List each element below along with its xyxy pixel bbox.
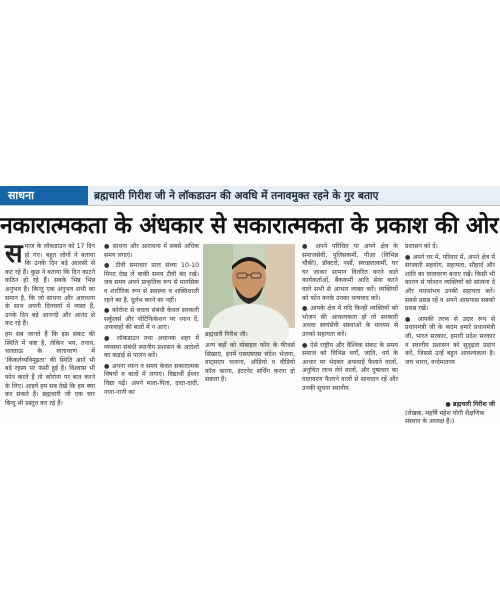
photo-caption: ब्रह्मचारी गिरीश जी। [205, 331, 248, 338]
bullet-paragraph: ● साधना और आराधना में सबसे अधिक समय लगाएं। [104, 243, 199, 259]
article-column-1 [5, 239, 95, 407]
bullet-paragraph: ● लॉकडाउन तथा अचानक शहर में व्यवस्था संबंधी स्थानीय प्रशासन के आदेशों का कड़ाई से पालन करें। [104, 334, 199, 360]
paragraph: हम सब जानते हैं कि इस संकट की स्थिति में कष्ट है, लेकिन भय, तनाव, चलताऊ के वातावरण में 'किंकर्तव्यविमूढ़ता' की स्थिति आने भी बड़े रहस्य पर फंसी हुई है। विश्वास भी फोन करते हैं तो कोरोना पर बात करने के लिए। आइये हम सब देखें कि हम क्या कर सकते हैं। ब्रह्मचारी जी एक चार बिन्दु भी प्रस्तुत कर रहे हैं। [5, 330, 95, 407]
bullet-paragraph: ● आपकी तरफ से उदार रूप से प्रधानमंत्री जी के कदम हमारे प्रधानमंत्री जी, भारत सरकार, हमारी प्रदेश सरकार व स्थानीय प्रशासन को सुदृढ़ता प्रदान करें, जिससे उन्हें बहुत आवश्यकता है। जय भारत, वन्देमातरम [405, 315, 495, 366]
newspaper-clipping [0, 186, 500, 426]
kicker-bar [0, 186, 500, 206]
bullet-paragraph: ● अपना ध्यान व समय केवल सकारात्मक विषयों व बातों में लगाएं। विद्यार्थी ईश्वर विद्या पढ़ें। अपने माता-पिता, दादा-दादी, नाना-नानी का [104, 362, 199, 396]
author-name: ● ब्रह्मचारी गिरीश जी [445, 401, 495, 408]
bullet-paragraph: ● आपके क्षेत्र में यदि किन्हीं व्यक्तियों को भोजन की आवश्यकता हो तो सरकारी अथवा स्वयंसेवी संस्थाओं के माध्यम से उनको सहायता करें। [302, 305, 398, 338]
article-column-2 [104, 243, 199, 423]
paragraph: माज के लॉकडाउन को 17 दिन हो गए। बहुत लोगों ने बताया कि उनके दिन बड़े आलसी से कट रहे हैं। कुछ ने बताया कि दिन काटने कठिन हो रहे हैं। सबके भिन्न भिन्न अनुभव हैं। किन्तु एक अनुभव सभी का समान है, कि जो साधना और आराधना के साथ अपनी दिनचर्या में व्यस्त हैं, उनके दिन बड़े आनन्दी और आनंद से कट रहे हैं। [5, 243, 95, 328]
article-column-4 [302, 243, 398, 423]
bullet-paragraph: ● कोरोना से बचाव संबंधी केवल सरकारी सर्कुलर्स और नोटिफिकेशन पर ध्यान दें, अफवाहों की बातों में न आएं। [104, 307, 199, 332]
article-column-5 [405, 243, 495, 398]
bullet-paragraph: ● अपने घर में, परिवार में, अपने क्षेत्र में सरस्वती सहयोग, सहायता, सौहार्द और शांति का वातावरण बनाए रखें। किसी भी कारण से परेशान व्यक्तियों को सांत्वना दें और यथासंभव उनकी सहायता करें। सबसे प्रसन्न रहें व अपने आसपास सबको प्रसन्न रखें। [405, 253, 495, 313]
bullet-paragraph: ● अपने परिचित या अपने क्षेत्र के समाजसेवी, पुलिसकर्मी, पीआ (विभिन्न चौकी), डॉक्टरों, नर्सों, स्वच्छताकर्मी, घर घर जाकर सामान वितरित करने वाले कार्यकर्ताओं, बैंककर्मी आदि सेवा करने वाले सभी से आभार व्यक्त करें। व्यक्तियों को फोन करके उनका धन्यवाद करें। [302, 243, 398, 302]
author-signature [405, 401, 495, 427]
main-headline: नकारात्मकता के अंधकार से सकारात्मकता के प्रकाश की ओर [0, 212, 499, 239]
paragraph: अन्य बड़ों को मोबाइल फोन के फीचर्स सिखाएं, इनमें एसएमएस संदेश भेजना, वाट्सएप चलाना, ऑडियो व वीडियो कॉल करना, इंटरनेट सर्चिंग करना हो सकता है। [205, 342, 295, 384]
author-photo [203, 244, 295, 328]
portrait-image [203, 244, 295, 328]
paragraph: प्रशासन को दें। [405, 243, 438, 250]
bullet-paragraph: ● टीवी समाचार प्रातः संध्या 10-10 मिनट देख लें बाकी समय टीवी बंद रखें। जब समय अपने प्राकृतिक रूप से मानसिक व शारीरिक रूप से स्वास्थ्य व शक्तिशाली रहने का है, दूर्लभ करने का नहीं। [104, 262, 199, 304]
section-label: साधना [0, 186, 88, 205]
bullet-paragraph: ● ऐसे राष्ट्रीय और वैश्विक संकट के समय समाज को विभिन्न वर्गों, जाति, धर्म के आधार पर भेदकर अफवाहें फैलाने वालों, अनुचित लाभ लेने वालों, और दुष्प्रचार का वातावरण फैलाने वालों से सावधान रहें और उनकी सूचना स्थानीय [302, 341, 398, 392]
drop-cap: स [5, 239, 23, 269]
author-note: (लेखक, महर्षि महेश योगी शैक्षणिक संस्थान के अध्यक्ष हैं।) [405, 409, 485, 426]
article-column-3 [205, 342, 295, 412]
kicker-headline: ब्रह्मचारी गिरीश जी ने लॉकडाउन की अवधि में तनावमुक्त रहने के गुर बताए [88, 186, 500, 205]
